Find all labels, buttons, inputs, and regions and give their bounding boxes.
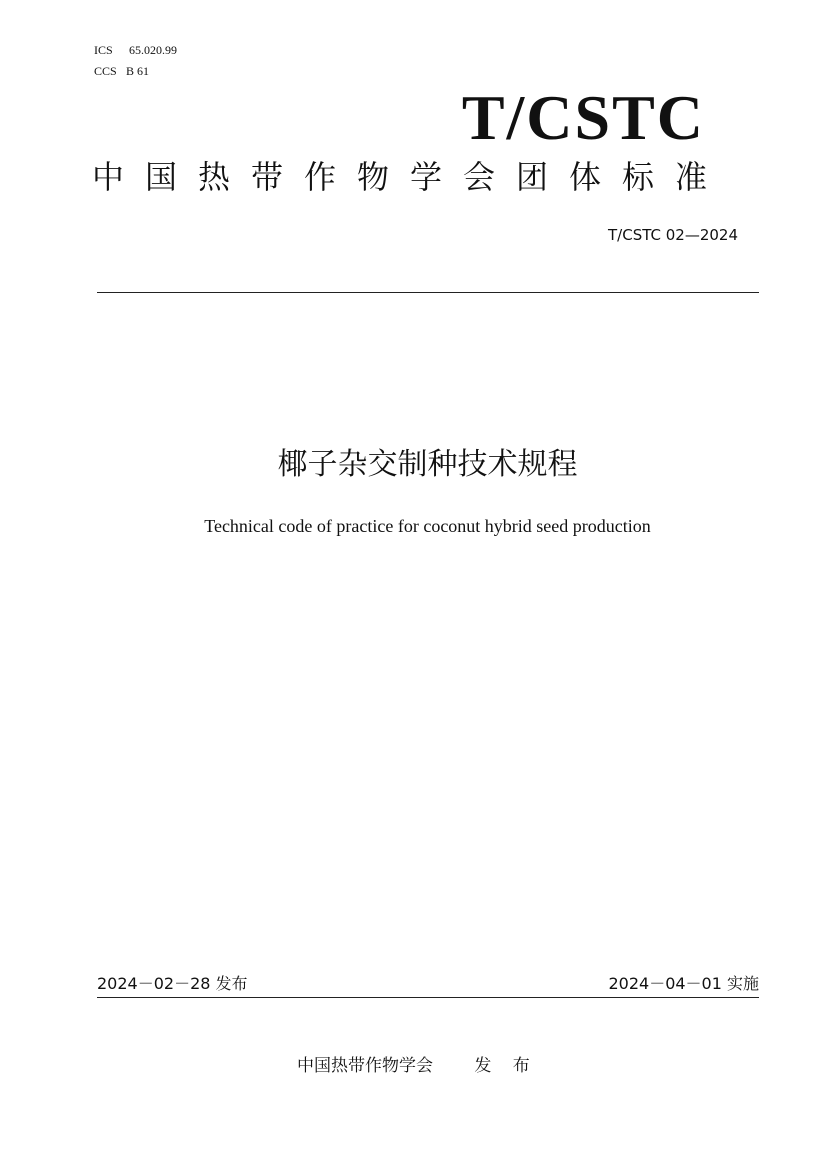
document-title-chinese: 椰子杂交制种技术规程 [277, 447, 578, 482]
implementation-date: 2024－04－01 实施 [608, 974, 759, 993]
ics-label: ICS [94, 43, 113, 57]
bottom-divider [97, 997, 759, 998]
ccs-label: CCS [94, 64, 117, 78]
publisher-line [297, 1054, 538, 1078]
classification-block [94, 40, 177, 82]
document-title-english: Technical code of practice for coconut hybrid seed production [204, 516, 651, 536]
org-name: 中国热带作物学会团体标准 [92, 158, 729, 196]
ics-value: 65.020.99 [129, 43, 177, 57]
standard-number: T/CSTC 02—2024 [608, 226, 738, 244]
ccs-row [94, 61, 177, 82]
publisher-name: 中国热带作物学会 [297, 1056, 433, 1076]
ccs-value: B 61 [126, 64, 150, 78]
ics-row [94, 40, 177, 61]
org-code-logo: T/CSTC [461, 82, 705, 153]
issue-date: 2024－02－28 发布 [97, 974, 248, 993]
top-divider [97, 292, 759, 293]
publish-action: 发 布 [474, 1056, 538, 1076]
